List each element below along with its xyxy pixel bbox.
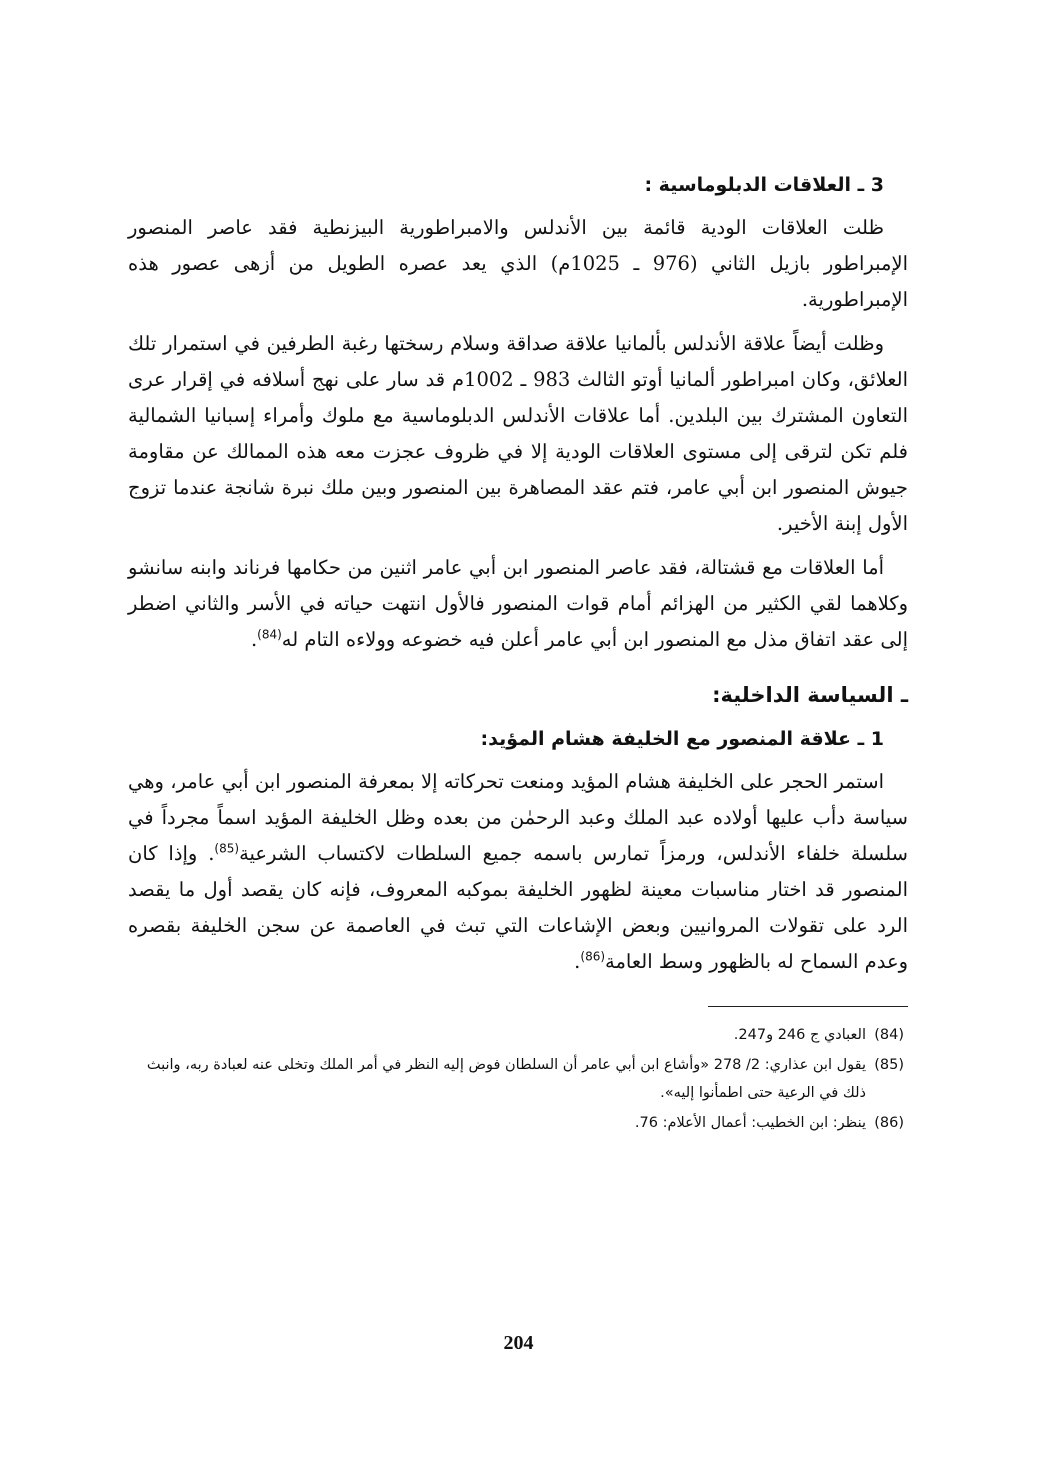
section-heading-internal: ـ السياسة الداخلية: (712, 683, 908, 707)
footnote-84 (128, 1021, 908, 1049)
paragraph-castile-text: أما العلاقات مع قشتالة، فقد عاصر المنصور ابن أبي عامر اثنين من حكامها فرناند وابنه سانشو وكلاهما لقي الكثير من الهزائم أمام قوات المنصور فالأول انتهت حياته في الأسر والثاني اضطر إلى عقد اتفاق مذل مع المنصور ابن أبي عامر أعلن فيه خضوعه وولاءه التام له (128, 556, 908, 651)
page-number: 204 (503, 1332, 534, 1354)
paragraph-hisham (128, 764, 908, 980)
footnote-text: ينظر: ابن الخطيب: أعمال الأعلام: 76. (634, 1115, 866, 1131)
paragraph-castile-end: . (250, 628, 258, 651)
footnote-ref-84: (84) (257, 627, 282, 642)
footnote-number: (84) (874, 1027, 904, 1043)
paragraph-germany-north-spain: وظلت أيضاً علاقة الأندلس بألمانيا علاقة صداقة وسلام رسختها رغبة الطرفين في استمرار تلك العلائق، وكان امبراطور ألمانيا أوتو الثالث 983 ـ 1002م قد سار على نهج أسلافه في إقرار عرى التعاون المشترك بين البلدين. أما علاقات الأندلس الدبلوماسية مع ملوك وأمراء إسبانيا الشمالية فلم تكن لترقى إلى مستوى العلاقات الودية إلا في ظروف عجزت معه هذه الممالك عن مقاومة جيوش المنصور ابن أبي عامر، فتم عقد المصاهرة بين المنصور وبين ملك نبرة شانجة عندما تزوج الأول إبنة الأخير. (128, 332, 908, 535)
paragraph-hisham-text-b: . وإذا كان المنصور قد اختار مناسبات معينة لظهور الخليفة بموكبه المعروف، فإنه كان يقصد أول ما يقصد الرد على تقولات المروانيين وبعض الإشاعات التي تبث في العاصمة عن سجن الخليفة بقصره وعدم السماح له بالظهور وسط العامة (128, 842, 908, 973)
footnotes (128, 1021, 908, 1137)
paragraph-hisham-end: . (574, 950, 581, 973)
footnote-number: (85) (874, 1057, 904, 1073)
subsection-heading-hisham: 1 ـ علاقة المنصور مع الخليفة هشام المؤيد: (480, 728, 884, 750)
paragraph-byzantine: ظلت العلاقات الودية قائمة بين الأندلس والامبراطورية البيزنطية فقد عاصر المنصور الإمبراطور بازيل الثاني (976 ـ 1025م) الذي يعد عصره الطويل من أزهى عصور هذه الإمبراطورية. (128, 216, 908, 311)
footnote-ref-85: (85) (214, 841, 240, 856)
footnote-separator (708, 1006, 908, 1007)
paragraph-castile (128, 550, 908, 658)
footnote-text: يقول ابن عذاري: 2/ 278 «وأشاع ابن أبي عامر أن السلطان فوض إليه النظر في أمر الملك وتخلى عنه لعبادة ربه، وانبث ذلك في الرعية حتى اطمأنوا إليه». (146, 1057, 866, 1101)
section-heading-diplomatic: 3 ـ العلاقات الدبلوماسية : (644, 174, 884, 196)
footnote-86 (128, 1109, 908, 1137)
page-content (128, 170, 908, 1139)
footnote-ref-86: (86) (580, 949, 606, 964)
footnote-text: العبادي ج 246 و247. (733, 1027, 866, 1043)
footnote-number: (86) (874, 1115, 904, 1131)
footnote-85 (128, 1051, 908, 1107)
paragraph-hisham-text-a: استمر الحجر على الخليفة هشام المؤيد ومنعت تحركاته إلا بمعرفة المنصور ابن أبي عامر، وهي سياسة دأب عليها أولاده عبد الملك وعبد الرحمٰن من بعده وظل الخليفة المؤيد اسماً مجرداً في سلسلة خلفاء الأندلس، ورمزاً تمارس باسمه جميع السلطات لاكتساب الشرعية (128, 770, 908, 865)
